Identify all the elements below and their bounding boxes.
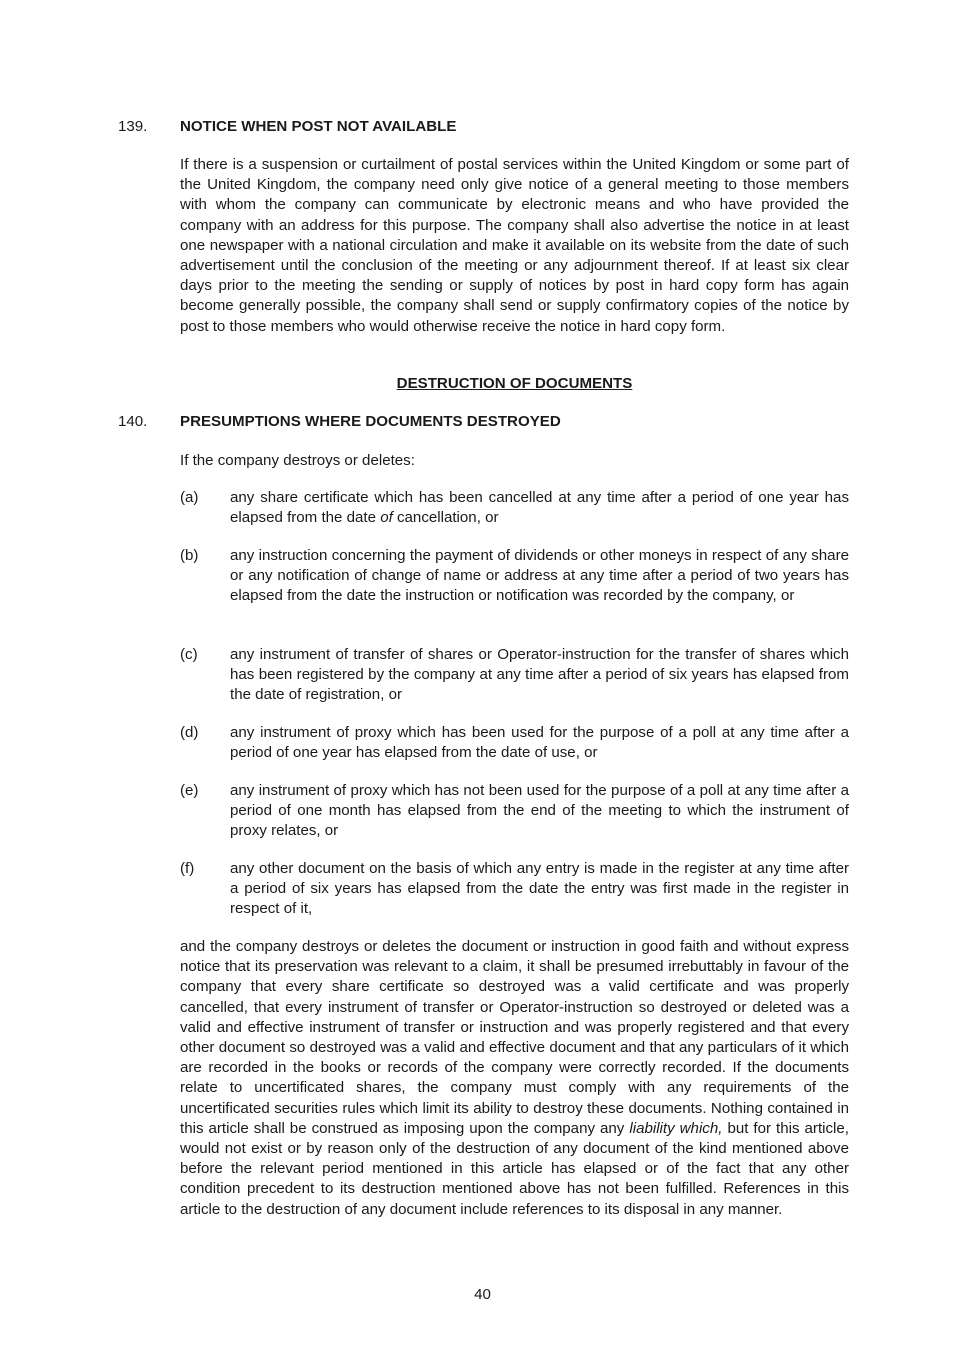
article-140-number: 140.	[118, 413, 148, 430]
item-a-text	[230, 488, 849, 528]
section-title: DESTRUCTION OF DOCUMENTS	[396, 375, 633, 392]
item-c-text: any instrument of transfer of shares or Operator-instruction for the transfer of shares which has been registered by the company at any time after a period of six years has elapsed from the date of registration, or	[230, 646, 849, 704]
item-c-label: (c)	[180, 646, 198, 663]
article-140-intro: If the company destroys or deletes:	[180, 452, 415, 469]
closing-italic: liability which,	[629, 1119, 723, 1137]
article-140-closing	[180, 937, 849, 1220]
item-b-text: any instruction concerning the payment of dividends or other moneys in respect of any share or any notification of change of name or address at any time after a period of two years has elapsed from the date the instruction or notification was recorded by the company, or	[230, 547, 849, 605]
item-a-text-part2: cancellation, or	[392, 509, 499, 527]
closing-part2: but for this article, would not exist or by reason only of the destruction of any document of the kind mentioned above before the relevant period mentioned in this article has elapsed or of the fact that any other condition precedent to its destruction mentioned above has not been fulfilled. References in this article to the destruction of any document include references to its disposal in any manner.	[180, 1119, 849, 1218]
article-139-heading: NOTICE WHEN POST NOT AVAILABLE	[180, 118, 457, 135]
item-e-label: (e)	[180, 782, 199, 799]
item-d-label: (d)	[180, 724, 199, 741]
article-139-body: If there is a suspension or curtailment of postal services within the United Kingdom or some part of the United Kingdom, the company need only give notice of a general meeting to those members with whom the company can communicate by electronic means and who have provided the company with an address for this purpose. The company shall also advertise the notice in at least one newspaper with a national circulation and make it available on its website from the date of such advertisement until the conclusion of the meeting or any adjournment thereof. If at least six clear days prior to the meeting the sending or supply of notices by post in hard copy form has again become generally possible, the company shall send or supply confirmatory copies of the notice by post to those members who would otherwise receive the notice in hard copy form.	[180, 156, 849, 335]
item-a-label: (a)	[180, 489, 199, 506]
item-f-label: (f)	[180, 860, 195, 877]
item-a-text-italic: of	[380, 509, 393, 527]
article-139-number: 139.	[118, 118, 148, 135]
closing-part1: and the company destroys or deletes the document or instruction in good faith and without express notice that its preservation was relevant to a claim, it shall be presumed irrebuttably in favour of the company that every share certificate so destroyed was a valid certificate and was properly cancelled, that every instrument of transfer or Operator-instruction so destroyed or deleted was a valid and effective instrument of transfer or instruction and was properly registered and that every other document so destroyed was a valid and effective document and that any particulars of it which are recorded in the books or records of the company were correctly recorded. If the documents relate to uncertificated shares, the company must comply with any requirements of the uncertificated securities rules which limit its ability to destroy these documents. Nothing contained in this article shall be construed as imposing upon the company any	[180, 938, 849, 1137]
page-number: 40	[474, 1286, 491, 1303]
item-a-text-part1: any share certificate which has been cancelled at any time after a period of one year has elapsed from the date	[230, 489, 849, 527]
item-b-label: (b)	[180, 547, 199, 564]
item-d-text: any instrument of proxy which has been used for the purpose of a poll at any time after a period of one year has elapsed from the date of use, or	[230, 724, 849, 762]
item-f-text: any other document on the basis of which any entry is made in the register at any time after a period of six years has elapsed from the date the entry was first made in the register in respect of it,	[230, 860, 849, 918]
article-140-heading: PRESUMPTIONS WHERE DOCUMENTS DESTROYED	[180, 413, 561, 430]
item-e-text: any instrument of proxy which has not been used for the purpose of a poll at any time after a period of one month has elapsed from the end of the meeting to which the instrument of proxy relates, or	[230, 782, 849, 840]
